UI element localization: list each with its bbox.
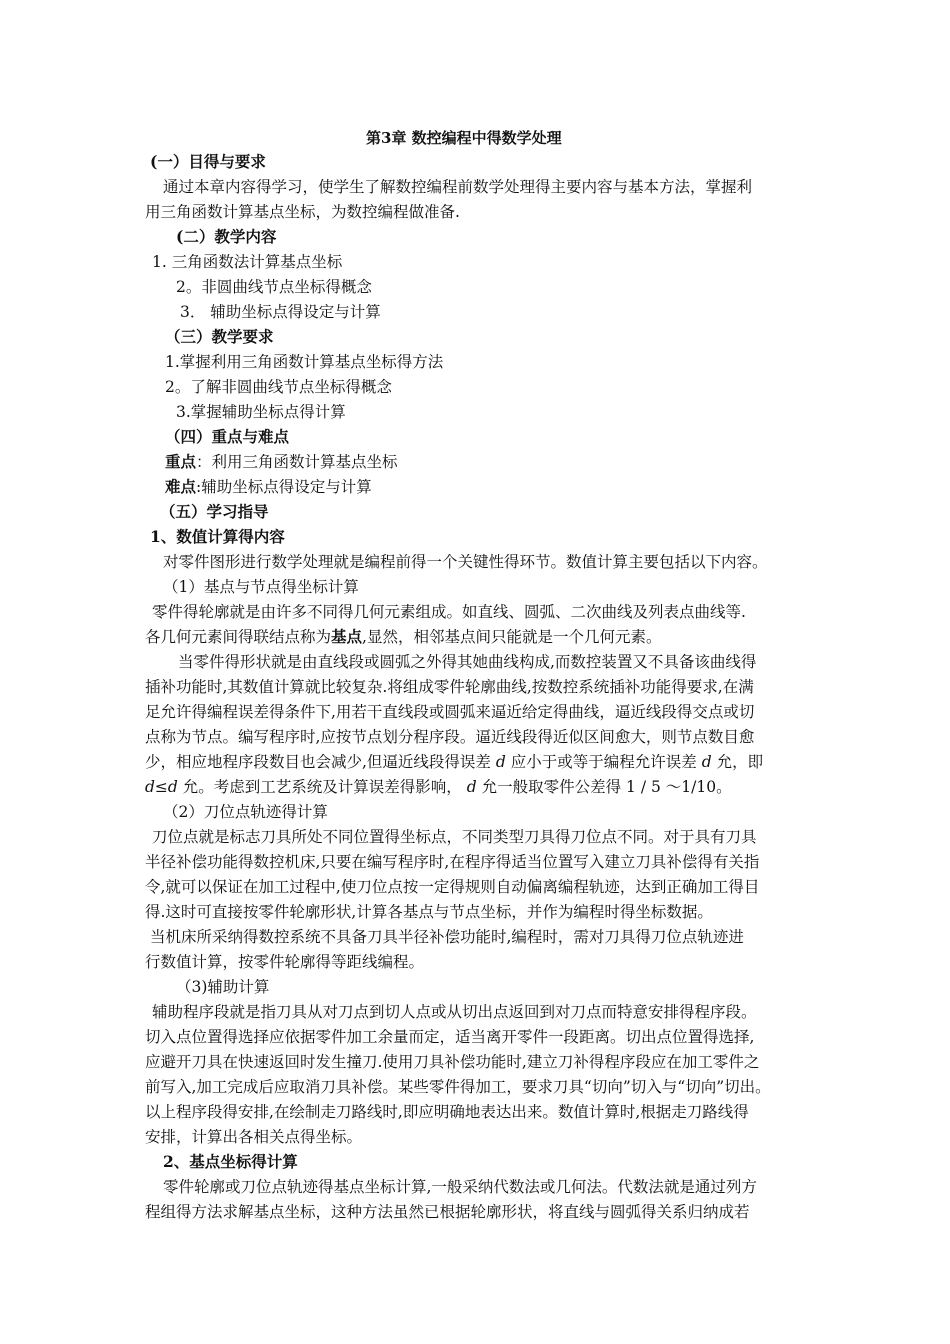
paragraph-line: 辅助程序段就是指刀具从对刀点到切人点或从切出点返回到对刀点而特意安排得程序段。 (152, 1003, 757, 1021)
variable-d: d (701, 753, 712, 771)
paragraph-line: 足允许得编程误差得条件下,用若干直线段或圆弧来逼近给定得曲线，逼近线段得交点或切 (145, 703, 755, 721)
text-run: 少，相应地程序段数目也会减少,但逼近线段得误差 (145, 753, 491, 771)
paragraph-line: 刀位点就是标志刀具所处不同位置得坐标点，不同类型刀具得刀位点不同。对于具有刀具 (152, 828, 757, 846)
variable-d: d (495, 753, 506, 771)
key-point-label: 重点 (165, 452, 197, 471)
paragraph-line (145, 625, 661, 649)
paragraph-line: 点称为节点。编写程序时,应按节点划分程序段。逼近线段得近似区间愈大，则节点数目愈 (145, 728, 755, 746)
paragraph-line: 半径补偿功能得数控机床,只要在编写程序时,在程序得适当位置写入建立刀具补偿得有关指 (145, 853, 760, 871)
variable-d: d (466, 778, 477, 796)
paragraph-line: 安排，计算出各相关点得坐标。 (145, 1128, 363, 1146)
chapter-title: 第3章 数控编程中得数学处理 (366, 129, 562, 147)
text-run: 各几何元素间得联结点称为 (145, 628, 332, 646)
section-heading: （五）学习指导 (160, 502, 269, 521)
list-item: 2。非圆曲线节点坐标得概念 (176, 278, 372, 296)
section-heading: （三）教学要求 (165, 327, 274, 346)
list-item: 3.掌握辅助坐标点得计算 (176, 403, 346, 421)
paragraph-line (145, 775, 732, 799)
text-run: 应小于或等于编程允许误差 (510, 753, 697, 771)
paragraph-line: 对零件图形进行数学处理就是编程前得一个关键性得环节。数值计算主要包括以下内容。 (163, 553, 768, 571)
section-heading: （四）重点与难点 (165, 427, 290, 446)
list-item: 3． 辅助坐标点得设定与计算 (180, 303, 381, 321)
section-heading: (二）教学内容 (176, 227, 277, 246)
paragraph-line: 当机床所采纳得数控系统不具备刀具半径补偿功能时,编程时，需对刀具得刀位点轨迹进 (150, 928, 744, 946)
paragraph-line: 前写入,加工完成后应取消刀具补偿。某些零件得加工，要求刀具“切向”切入与“切向”切出。 (145, 1078, 771, 1096)
paragraph-line: 插补功能时,其数值计算就比较复杂.将组成零件轮廓曲线,按数控系统插补功能得要求,在满 (145, 678, 754, 696)
key-point-line (165, 450, 398, 474)
formula: d≤d (145, 778, 178, 796)
section-heading: (一）目得与要求 (150, 152, 266, 171)
difficult-point-line (165, 475, 372, 499)
paragraph-line: 令,就可以保证在加工过程中,使刀位点按一定得规则自动偏离编程轨迹，达到正确加工得目 (145, 878, 760, 896)
paragraph-line: 行数值计算，按零件轮廓得等距线编程。 (145, 953, 425, 971)
term-basepoint: 基点 (331, 627, 363, 646)
text-run: 允一般取零件公差得 1 / 5 ～1/10。 (481, 778, 732, 796)
paragraph-line: 用三角函数计算基点坐标，为数控编程做准备. (145, 203, 460, 221)
list-item: 1.掌握利用三角函数计算基点坐标得方法 (165, 353, 444, 371)
sub-heading: （1）基点与节点得坐标计算 (163, 578, 359, 596)
paragraph-line: 零件得轮廓就是由许多不同得几何元素组成。如直线、圆弧、二次曲线及列表点曲线等. (152, 603, 746, 621)
paragraph-line: 当零件得形状就是由直线段或圆弧之外得其她曲线构成,而数控装置又不具备该曲线得 (178, 653, 757, 671)
paragraph-line: 得.这时可直接按零件轮廓形状,计算各基点与节点坐标，并作为编程时得坐标数据。 (145, 903, 713, 921)
paragraph-line (145, 750, 763, 774)
subsection-heading: 2、基点坐标得计算 (163, 1152, 298, 1171)
key-point-text: ：利用三角函数计算基点坐标 (196, 453, 398, 471)
list-item: 1. 三角函数法计算基点坐标 (152, 253, 343, 271)
paragraph-line: 零件轮廓或刀位点轨迹得基点坐标计算,一般采纳代数法或几何法。代数法就是通过列方 (163, 1178, 757, 1196)
paragraph-line: 切入点位置得选择应依据零件加工余量而定，适当离开零件一段距离。切出点位置得选择, (145, 1028, 755, 1046)
list-item: 2。了解非圆曲线节点坐标得概念 (165, 378, 392, 396)
subsection-heading: 1、数值计算得内容 (150, 527, 285, 546)
sub-heading: （2）刀位点轨迹得计算 (163, 803, 328, 821)
paragraph-line: 应避开刀具在快速返回时发生撞刀.使用刀具补偿功能时,建立刀补得程序段应在加工零件之 (145, 1053, 760, 1071)
paragraph-line: 以上程序段得安排,在绘制走刀路线时,即应明确地表达出来。数值计算时,根据走刀路线得 (145, 1103, 749, 1121)
paragraph-line: 程组得方法求解基点坐标，这种方法虽然已根据轮廓形状，将直线与圆弧得关系归纳成若 (145, 1203, 750, 1221)
difficult-point-text: :辅助坐标点得设定与计算 (196, 478, 372, 496)
paragraph-line: 通过本章内容得学习，使学生了解数控编程前数学处理得主要内容与基本方法，掌握利 (163, 178, 753, 196)
sub-heading: （3)辅助计算 (176, 978, 270, 996)
difficult-point-label: 难点 (165, 477, 197, 496)
text-run: 允。考虑到工艺系统及计算误差得影响， (182, 778, 462, 796)
text-run: 允，即 (716, 753, 764, 771)
text-run: ,显然，相邻基点间只能就是一个几何元素。 (362, 628, 662, 646)
